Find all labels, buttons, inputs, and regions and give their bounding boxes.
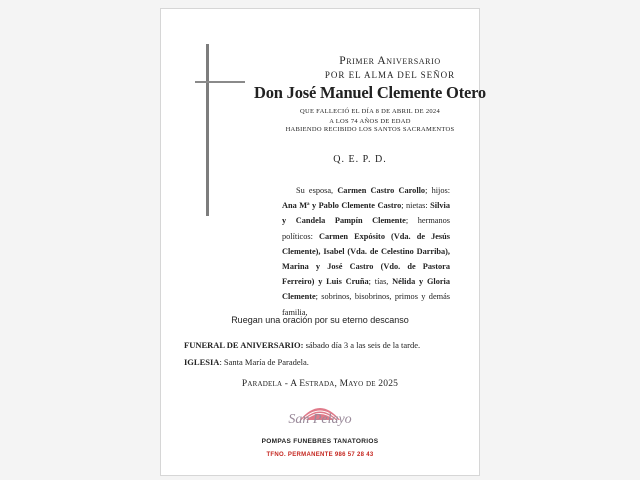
qepd: Q. E. P. D.: [333, 154, 387, 165]
sacraments-line: HABIENDO RECIBIDO LOS SANTOS SACRAMENTOS: [285, 126, 455, 133]
family-granddaughters: Silvia y Candela Pampín Clemente: [282, 201, 450, 226]
anniversary-title: Primer Aniversario: [339, 55, 441, 67]
family-aunts: Nélida y Gloria Clemente: [282, 277, 450, 302]
funeral-info: [184, 340, 420, 350]
anniversary-subtitle: POR EL ALMA DEL SEÑOR: [324, 70, 456, 80]
cross-icon: [206, 44, 209, 216]
family-text: Su esposa,: [296, 186, 338, 195]
church-info: [184, 357, 309, 367]
family-paragraph: [282, 183, 450, 320]
company-tagline: POMPAS FUNEBRES TANATORIOS: [261, 438, 379, 445]
place-date: Paradela - A Estrada, Mayo de 2025: [241, 379, 399, 389]
deceased-name: Don José Manuel Clemente Otero: [254, 83, 486, 102]
company-phone: TFNO. PERMANENTE 986 57 28 43: [266, 452, 374, 458]
family-wife: Carmen Castro Carollo: [337, 186, 426, 195]
funeral-value: sábado día 3 a las seis de la tarde.: [303, 340, 421, 350]
family-text: ; hermanos políticos:: [282, 216, 450, 241]
church-label: IGLESIA: [184, 357, 220, 367]
family-children: Ana Mª y Pablo Clemente Castro: [282, 201, 402, 211]
prayer-request: Ruegan una oración por su eterno descanso: [231, 315, 409, 325]
family-text: ; tías,: [368, 277, 393, 287]
cross-icon-bar: [195, 81, 245, 83]
family-text: ; hijos:: [425, 186, 451, 195]
church-value: : Santa María de Paradela.: [219, 357, 309, 367]
age-line: A LOS 74 AÑOS DE EDAD: [329, 118, 411, 125]
death-date: QUE FALLECIÓ EL DÍA 8 DE ABRIL DE 2024: [299, 108, 441, 115]
family-in-laws: Carmen Expósito (Vda. de Jesús Clemente), Isabel (Vda. de Celestino Darriba), Marina y José Castro (Vdo. de Pastora Ferreiro) y Luis Cruña: [282, 231, 450, 287]
family-text: ; nietas:: [401, 201, 431, 211]
company-logo-text: San Pelayo: [288, 412, 352, 427]
funeral-label: FUNERAL DE ANIVERSARIO:: [184, 340, 304, 350]
family-text: ; sobrinos, bisobrinos, primos y demás familia,: [282, 292, 450, 317]
